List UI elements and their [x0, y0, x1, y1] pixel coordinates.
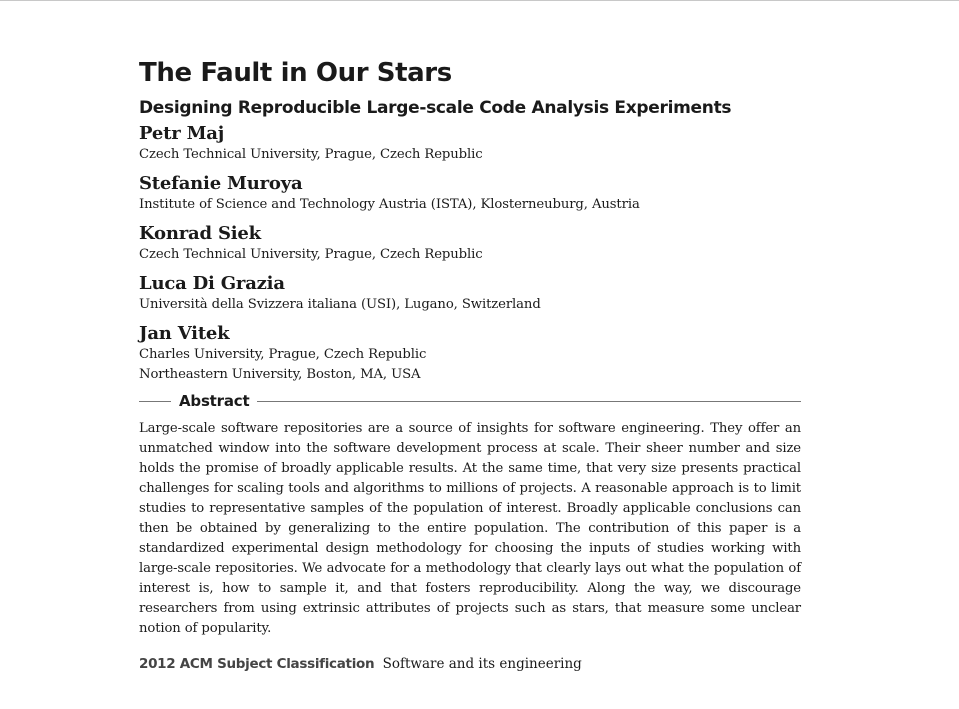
author-name: Konrad Siek — [139, 223, 261, 244]
author-affiliation: Institute of Science and Technology Austria (ISTA), Klosterneuburg, Austria — [139, 197, 640, 212]
author-block — [139, 123, 801, 165]
author-affiliation: Università della Svizzera italiana (USI), Lugano, Switzerland — [139, 297, 541, 312]
classification-label: 2012 ACM Subject Classification — [139, 656, 375, 672]
author-affiliation: Charles University, Prague, Czech Republic — [139, 347, 427, 362]
paper-title: The Fault in Our Stars — [139, 58, 452, 88]
author-name: Jan Vitek — [139, 323, 230, 344]
abstract-text: Large-scale software repositories are a source of insights for software engineering. They offer an unmatched window into the software development process at scale. Their sheer number and size holds the promise of broadly applicable results. At the same time, that very size presents practical challenges for scaling tools and algorithms to millions of projects. A reasonable approach is to limit studies to representative samples of the population of interest. Broadly applicable conclusions can then be obtained by generalizing to the entire population. The contribution of this paper is a standardized experimental design methodology for choosing the inputs of studies working with large-scale repositories. We advocate for a methodology that clearly lays out what the population of interest is, how to sample it, and that fosters reproducibility. Along the way, we discourage researchers from using extrinsic attributes of projects such as stars, that measure some unclear notion of popularity. — [139, 421, 801, 636]
classification-value: Software and its engineering — [382, 656, 582, 672]
author-affiliation: Northeastern University, Boston, MA, USA — [139, 367, 421, 382]
author-name: Stefanie Muroya — [139, 173, 303, 194]
author-block — [139, 273, 801, 315]
top-border — [0, 0, 959, 1]
paper-page — [139, 56, 801, 674]
author-block — [139, 223, 801, 265]
author-list — [139, 123, 801, 385]
author-affiliation: Czech Technical University, Prague, Czech Republic — [139, 247, 483, 262]
abstract-rule-right — [257, 401, 801, 402]
author-name: Luca Di Grazia — [139, 273, 285, 294]
author-block — [139, 323, 801, 385]
paper-subtitle: Designing Reproducible Large-scale Code Analysis Experiments — [139, 98, 732, 118]
abstract-label: Abstract — [179, 392, 250, 410]
abstract-heading — [139, 391, 801, 411]
author-block — [139, 173, 801, 215]
abstract-rule-left — [139, 401, 171, 402]
author-name: Petr Maj — [139, 123, 225, 144]
author-affiliation: Czech Technical University, Prague, Czech Republic — [139, 147, 483, 162]
acm-classification — [139, 654, 801, 674]
